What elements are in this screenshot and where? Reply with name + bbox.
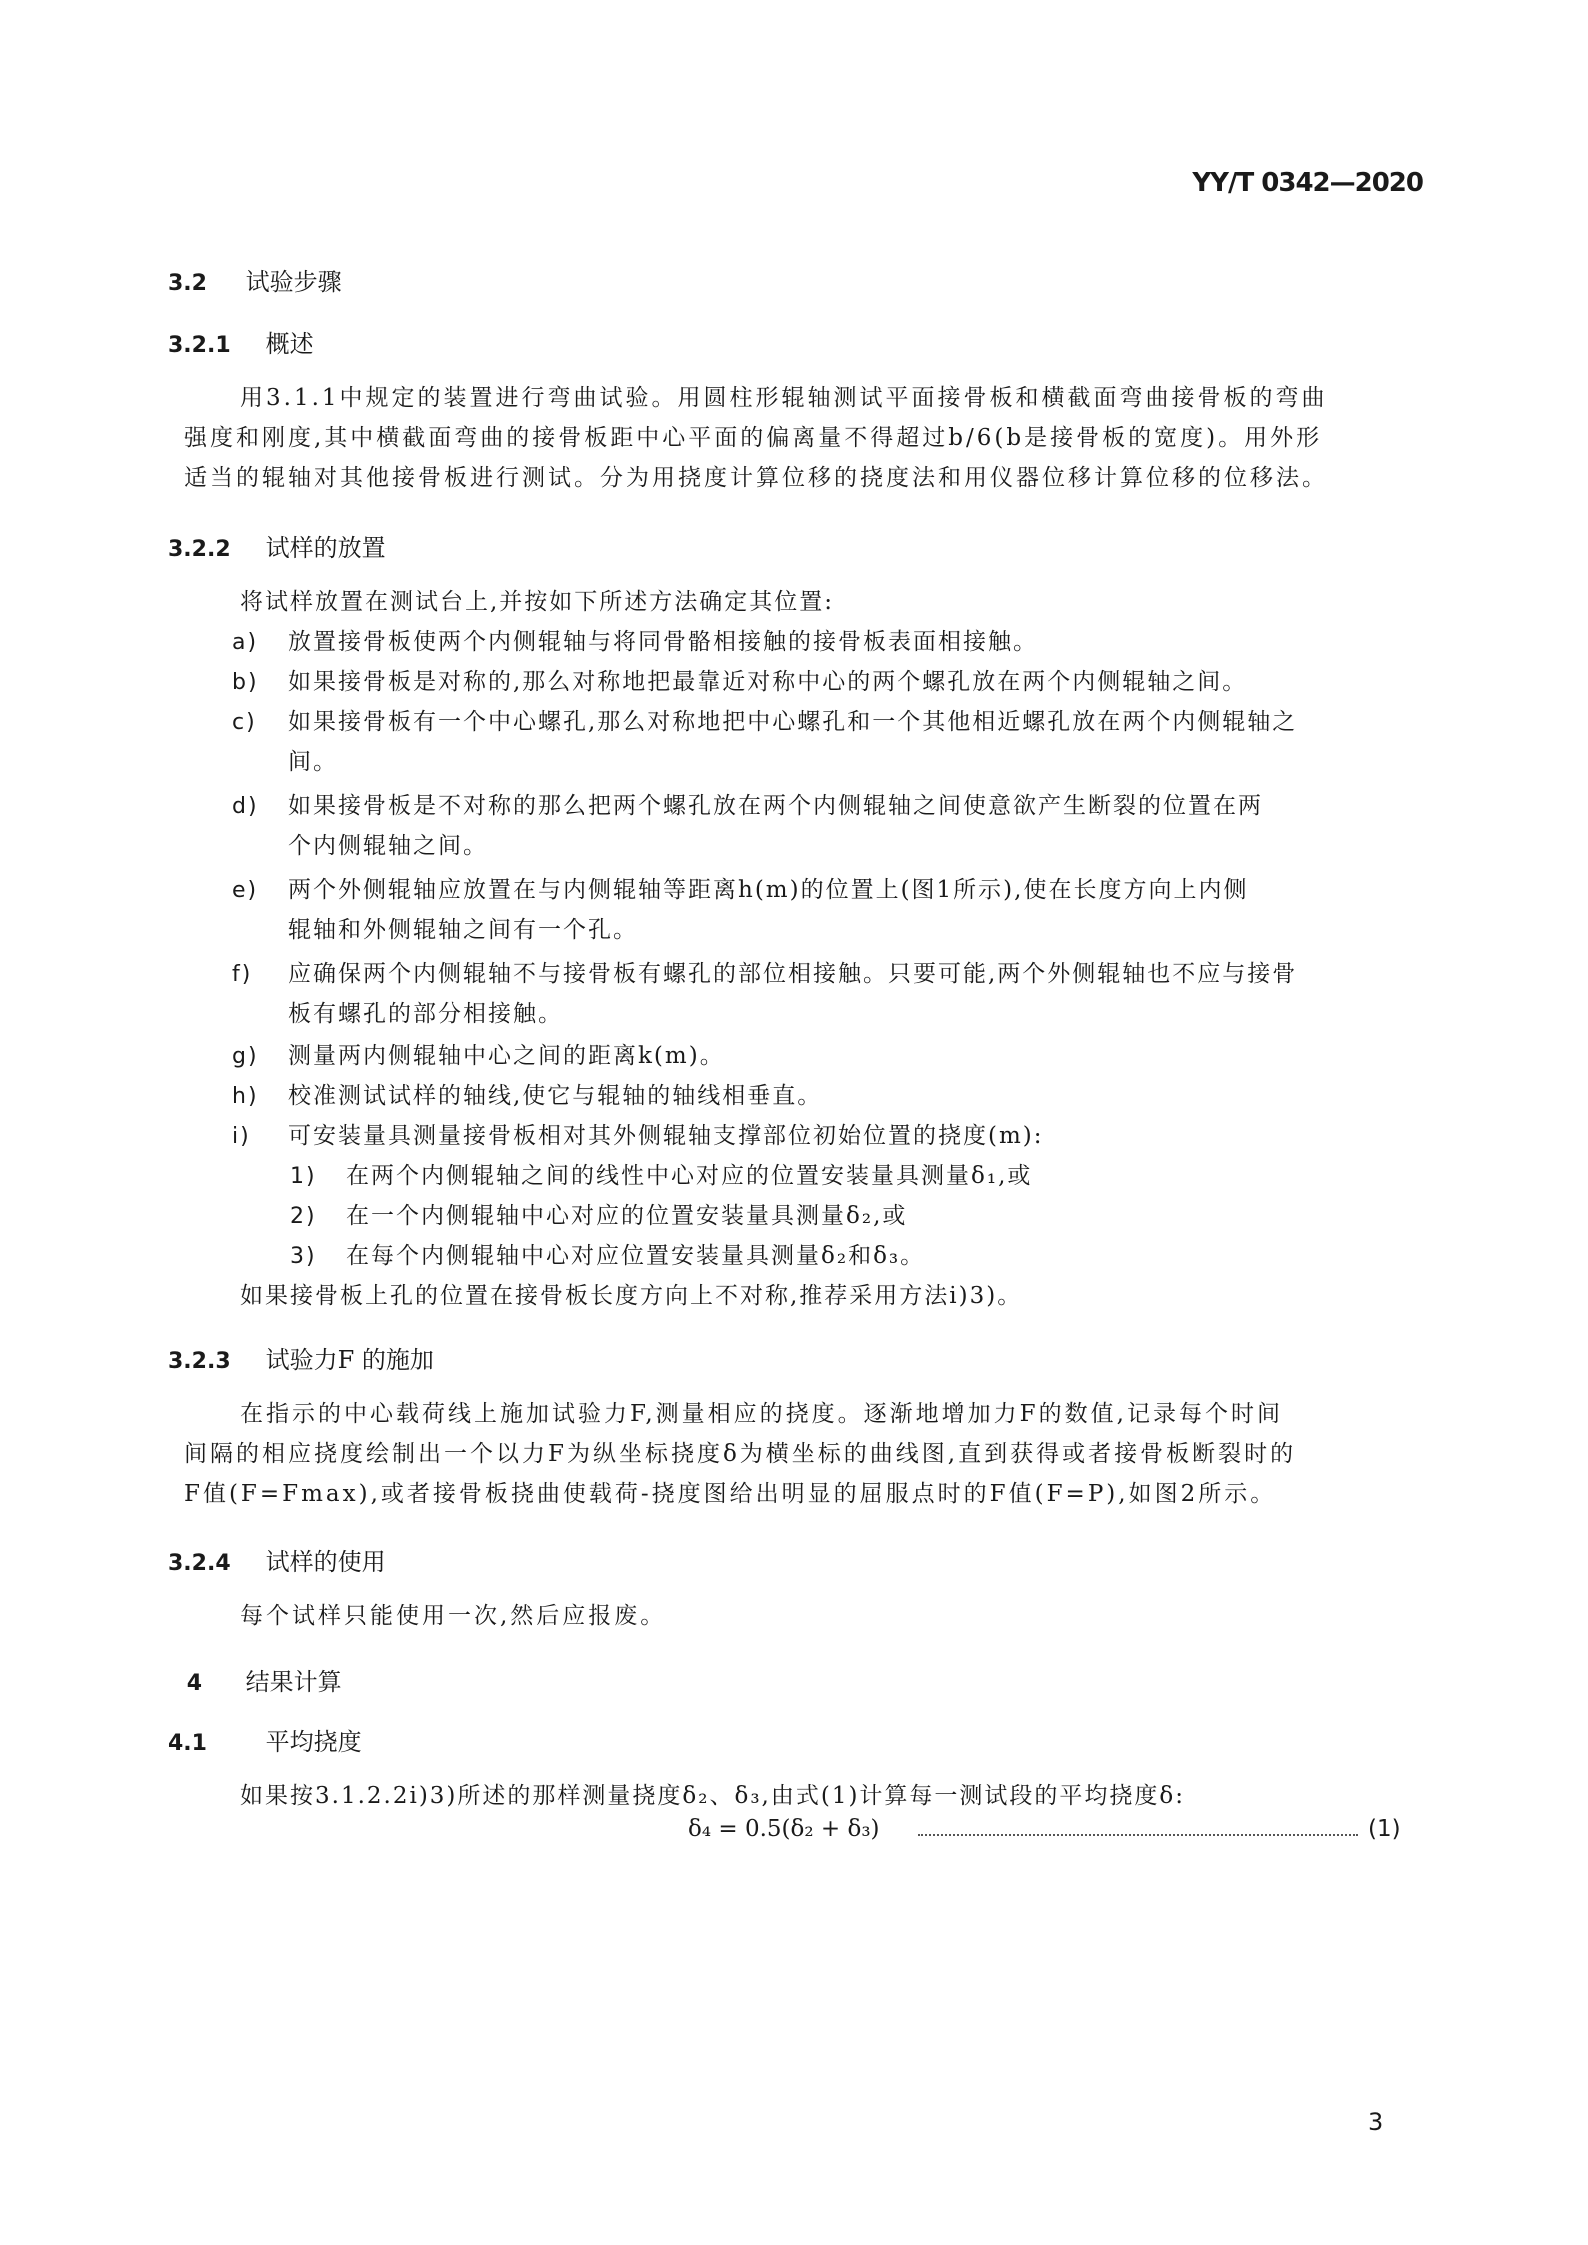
section-heading-3-2-2 bbox=[168, 528, 386, 563]
list-marker: b) bbox=[232, 670, 259, 695]
mean-deflection-text: 如果按3.1.2.2i)3)所述的那样测量挠度δ₂、δ₃,由式(1)计算每一测试段的平均挠度δ: bbox=[240, 1783, 1186, 1809]
list-item-f-cont: 板有螺孔的部分相接触。 bbox=[288, 1001, 563, 1027]
list-marker: i) bbox=[232, 1124, 251, 1149]
list-item-text: 如果接骨板是对称的,那么对称地把最靠近对称中心的两个螺孔放在两个内侧辊轴之间。 bbox=[288, 669, 1248, 695]
list-marker: d) bbox=[232, 794, 259, 819]
list-item-i bbox=[232, 1116, 1044, 1157]
formula-leader-dots bbox=[918, 1834, 1358, 1836]
list-marker: c) bbox=[232, 710, 257, 735]
sub-item-text: 在每个内侧辊轴中心对应位置安装量具测量δ₂和δ₃。 bbox=[346, 1243, 926, 1269]
list-item-text: 如果接骨板是不对称的那么把两个螺孔放在两个内侧辊轴之间使意欲产生断裂的位置在两 bbox=[288, 793, 1263, 819]
section-title: 概述 bbox=[265, 330, 314, 358]
overview-line-3: 适当的辊轴对其他接骨板进行测试。分为用挠度计算位移的挠度法和用仪器位移计算位移的位移法。 bbox=[184, 465, 1328, 491]
list-marker: h) bbox=[232, 1084, 259, 1109]
list-item-text: 校准测试试样的轴线,使它与辊轴的轴线相垂直。 bbox=[288, 1083, 823, 1109]
list-item-b bbox=[232, 662, 1247, 703]
list-marker: e) bbox=[232, 878, 259, 903]
sub-marker: 3) bbox=[290, 1244, 317, 1269]
formula-row bbox=[0, 1816, 1588, 1856]
list-item-e-cont: 辊轴和外侧辊轴之间有一个孔。 bbox=[288, 917, 638, 943]
sub-item-text: 在一个内侧辊轴中心对应的位置安装量具测量δ₂,或 bbox=[346, 1203, 908, 1229]
section-title: 试验步骤 bbox=[245, 268, 342, 296]
section-heading-3-2 bbox=[168, 262, 342, 297]
list-item-a bbox=[232, 622, 1038, 663]
list-marker: g) bbox=[232, 1044, 259, 1069]
placement-note: 如果接骨板上孔的位置在接骨板长度方向上不对称,推荐采用方法i)3)。 bbox=[240, 1283, 1023, 1309]
list-item-h bbox=[232, 1076, 822, 1117]
standard-code: YY/T 0342—2020 bbox=[1192, 168, 1423, 198]
page-number: 3 bbox=[1368, 2108, 1384, 2136]
section-number: 4.1 bbox=[168, 1731, 207, 1756]
list-item-d bbox=[232, 786, 1263, 827]
list-item-f bbox=[232, 954, 1297, 995]
section-heading-3-2-1 bbox=[168, 324, 314, 359]
list-item-text: 放置接骨板使两个内侧辊轴与将同骨骼相接触的接骨板表面相接触。 bbox=[288, 629, 1038, 655]
list-item-c-cont: 间。 bbox=[288, 749, 338, 775]
section-title: 试样的使用 bbox=[265, 1548, 386, 1576]
list-item-text: 测量两内侧辊轴中心之间的距离k(m)。 bbox=[288, 1043, 725, 1069]
section-title: 试样的放置 bbox=[265, 534, 386, 562]
formula-number: (1) bbox=[1368, 1816, 1401, 1842]
section-number: 3.2 bbox=[168, 271, 207, 296]
placement-intro: 将试样放置在测试台上,并按如下所述方法确定其位置: bbox=[240, 589, 835, 615]
usage-text: 每个试样只能使用一次,然后应报废。 bbox=[240, 1603, 667, 1629]
section-heading-3-2-4 bbox=[168, 1542, 386, 1577]
sub-marker: 1) bbox=[290, 1164, 317, 1189]
section-heading-3-2-3 bbox=[168, 1340, 434, 1375]
list-item-text: 如果接骨板有一个中心螺孔,那么对称地把中心螺孔和一个其他相近螺孔放在两个内侧辊轴之 bbox=[288, 709, 1298, 735]
section-number: 3.2.4 bbox=[168, 1551, 231, 1576]
section-title: 平均挠度 bbox=[265, 1728, 362, 1756]
sub-item-1 bbox=[290, 1156, 1032, 1197]
list-item-g bbox=[232, 1036, 725, 1077]
list-item-text: 可安装量具测量接骨板相对其外侧辊轴支撑部位初始位置的挠度(m): bbox=[288, 1123, 1044, 1149]
list-item-c bbox=[232, 702, 1297, 743]
force-line-2: 间隔的相应挠度绘制出一个以力F为纵坐标挠度δ为横坐标的曲线图,直到获得或者接骨板断裂时的 bbox=[184, 1441, 1297, 1467]
list-item-text: 两个外侧辊轴应放置在与内侧辊轴等距离h(m)的位置上(图1所示),使在长度方向上内侧 bbox=[288, 877, 1249, 903]
list-marker: f) bbox=[232, 962, 253, 987]
section-heading-4-1 bbox=[168, 1722, 362, 1757]
list-item-d-cont: 个内侧辊轴之间。 bbox=[288, 833, 488, 859]
overview-line-1: 用3.1.1中规定的装置进行弯曲试验。用圆柱形辊轴测试平面接骨板和横截面弯曲接骨板的弯曲 bbox=[240, 385, 1328, 411]
list-item-e bbox=[232, 870, 1248, 911]
section-title: 结果计算 bbox=[245, 1668, 342, 1696]
section-number: 3.2.2 bbox=[168, 537, 231, 562]
sub-item-3 bbox=[290, 1236, 925, 1277]
sub-item-text: 在两个内侧辊轴之间的线性中心对应的位置安装量具测量δ₁,或 bbox=[346, 1163, 1033, 1189]
list-item-text: 应确保两个内侧辊轴不与接骨板有螺孔的部位相接触。只要可能,两个外侧辊轴也不应与接骨 bbox=[288, 961, 1298, 987]
sub-marker: 2) bbox=[290, 1204, 317, 1229]
section-number: 4 bbox=[186, 1671, 202, 1696]
formula: δ₄ = 0.5(δ₂ + δ₃) bbox=[688, 1816, 880, 1842]
force-line-1: 在指示的中心载荷线上施加试验力F,测量相应的挠度。逐渐地增加力F的数值,记录每个时间 bbox=[240, 1401, 1283, 1427]
list-marker: a) bbox=[232, 630, 259, 655]
section-heading-4 bbox=[168, 1662, 342, 1697]
force-line-3: F值(F=Fmax),或者接骨板挠曲使载荷-挠度图给出明显的屈服点时的F值(F=P),如图2所示。 bbox=[184, 1481, 1277, 1507]
section-number: 3.2.1 bbox=[168, 333, 231, 358]
overview-line-2: 强度和刚度,其中横截面弯曲的接骨板距中心平面的偏离量不得超过b/6(b是接骨板的宽度)。用外形 bbox=[184, 425, 1323, 451]
sub-item-2 bbox=[290, 1196, 907, 1237]
section-number: 3.2.3 bbox=[168, 1349, 231, 1374]
section-title: 试验力F 的施加 bbox=[265, 1346, 434, 1374]
